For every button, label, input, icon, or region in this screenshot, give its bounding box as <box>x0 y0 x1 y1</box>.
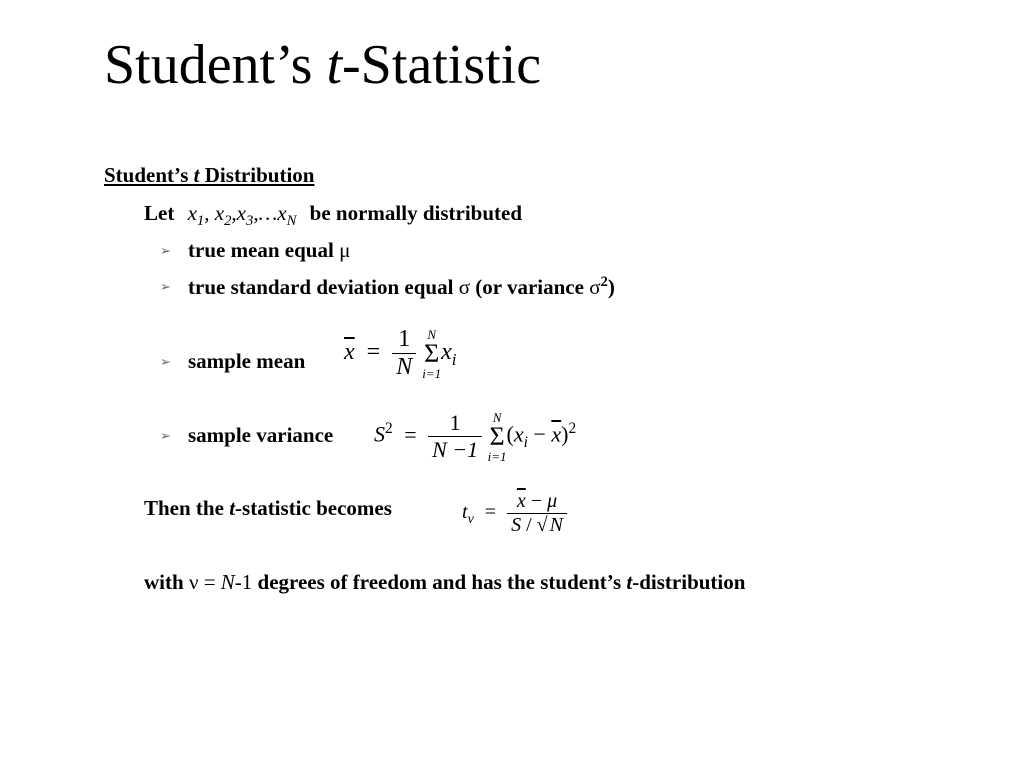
sample-variance-formula: $S^2$ = $\frac{1}{N -1}$ N Σ i=1 $(x_i - \overline{x})^2$ <box>374 409 577 464</box>
sample-mean-label: sample mean <box>188 349 306 373</box>
title-suffix: -Statistic <box>342 34 542 96</box>
arrow-bullet-icon: ➢ <box>160 354 171 369</box>
sample-mean-formula: $\overline{x}$ = $\frac{1}{N}$ N Σ i=1 $x_i$ <box>344 326 457 381</box>
let-line <box>144 201 522 230</box>
section-prefix: Student’s <box>104 163 194 187</box>
mu-symbol: μ <box>339 238 351 262</box>
t-statistic-formula: $t_\nu$ = $\frac{\overline{x} - \mu}{S / √ N}$ <box>462 490 567 537</box>
variance-exponent: 2 <box>600 274 608 290</box>
page-title <box>104 33 541 97</box>
arrow-bullet-icon: ➢ <box>160 428 171 443</box>
bullet-sd-text: true standard deviation equal <box>188 275 459 299</box>
let-pre: Let <box>144 201 175 225</box>
title-prefix: Student’s <box>104 34 327 96</box>
title-italic-t: t <box>326 34 343 96</box>
sigma-symbol: σ <box>458 275 471 299</box>
section-suffix: Distribution <box>199 163 315 187</box>
section-italic-t: t <box>193 163 200 187</box>
section-heading <box>104 163 314 188</box>
with-line: with ν = N-1 degrees of freedom and has the student’s t-distribution <box>144 570 746 594</box>
bullet-sample-mean <box>160 349 306 374</box>
bullet-sd-tail1: (or variance <box>470 275 590 299</box>
bullet-mean-text: true mean equal <box>188 238 340 262</box>
sigma2-symbol: σ <box>589 275 601 299</box>
let-post: be normally distributed <box>309 201 523 225</box>
bullet-sample-variance <box>160 423 334 448</box>
arrow-bullet-icon: ➢ <box>160 243 171 258</box>
bullet-sd-tail2: ) <box>607 275 615 299</box>
sample-variance-label: sample variance <box>188 423 334 447</box>
bullet-true-mean <box>160 238 351 263</box>
bullet-true-sd <box>160 274 615 300</box>
sequence-formula: $x_1$, $x_2,x_3,\dots x_N$ <box>187 201 297 230</box>
then-line: Then the t-statistic becomes <box>144 496 392 520</box>
arrow-bullet-icon: ➢ <box>160 279 171 294</box>
